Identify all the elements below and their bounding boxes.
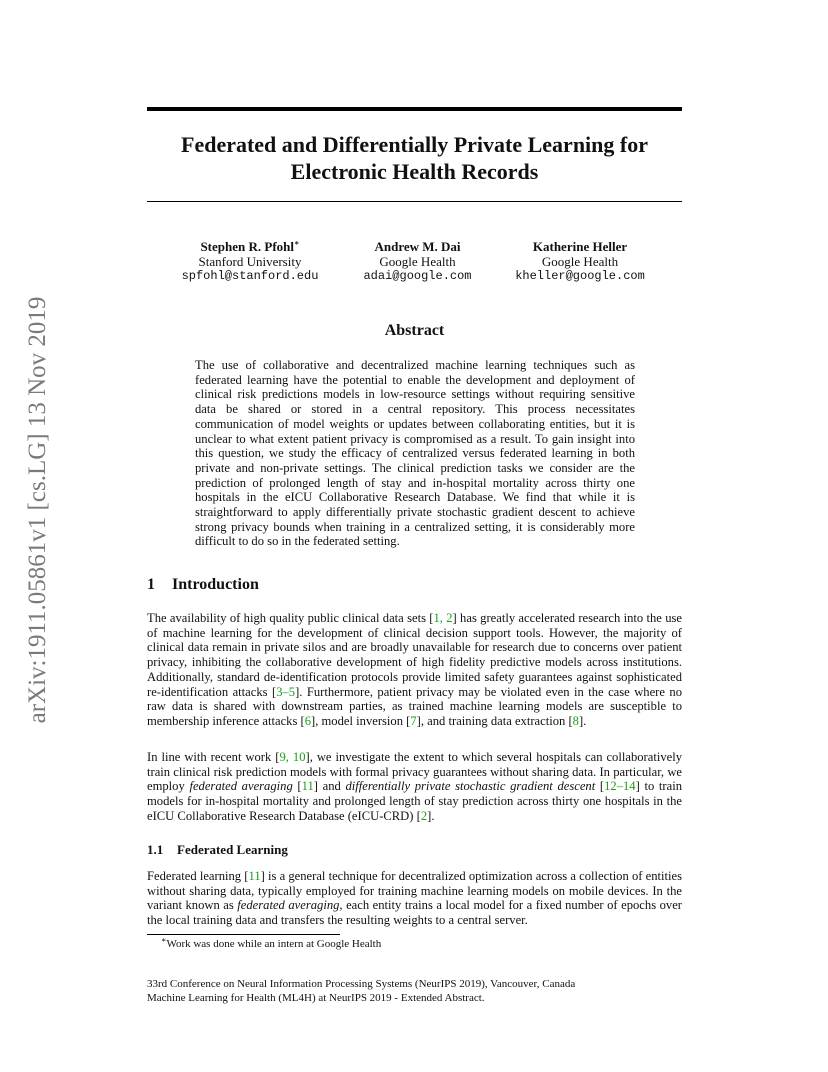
footnote: ∗Work was done while an intern at Google Health [161,935,382,950]
author-name: Katherine Heller [532,239,628,254]
citation-link[interactable]: [ 8 ] [568,714,583,728]
citation-link[interactable]: [ 11 ] [244,869,265,883]
venue-note: 33rd Conference on Neural Information Processing Systems (NeurIPS 2019), Vancouver, Canada Machine Learning for Health (ML4H) at NeurIPS 2019 - Extended Abstract. [147,978,576,1004]
author-name: Stephen R. Pfohl∗ [200,238,300,254]
author-email: adai@google.com [363,269,472,283]
footnote-marker: ∗ [294,238,300,248]
citation-link[interactable]: [ 12–14 ] [600,779,640,793]
citation-link[interactable]: [ 7 ] [406,714,421,728]
citation-link[interactable]: [ 6 ] [301,714,316,728]
author-affiliation: Stanford University [198,254,302,269]
author-block [345,239,490,284]
paper-title: Federated and Differentially Private Learning for Electronic Health Records [181,132,648,184]
citation-link[interactable]: [ 1, 2 ] [429,611,456,625]
citation-link[interactable]: [ 2 ] [417,809,432,823]
arxiv-stamp: arXiv:1911.05861v1 [cs.LG] 13 Nov 2019 [24,296,51,724]
title-bottom-rule [147,201,682,202]
author-affiliation: Google Health [541,254,619,269]
author-block [500,239,660,284]
author-email: kheller@google.com [515,269,645,283]
footnote-rule [147,934,340,935]
author-name: Andrew M. Dai [374,239,461,254]
citation-link[interactable]: [ 3–5 ] [272,685,299,699]
intro-paragraph-1: The availability of high quality public clinical data sets [ 1, 2 ] has greatly accelerated research into the use of machine learning for the development of clinical decision support tools. However, the majority of clinical data remain in private silos and are broadly unavailable for research due to concerns over patient privacy, inhibiting the collaborative development of high fidelity predictive models across institutions. Additionally, standard de-identification protocols provide limited safety guarantees against sophisticated re-identification attacks [ 3–5 ] . Furthermore, patient privacy may be violated even in the case where no raw data is shared with downstream parties, as trained machine learning models are susceptible to membership inference attacks [ 6 ] , model inversion [ 7 ] , and training data extraction [ 8 ] . [147,611,682,729]
intro-paragraph-2: In line with recent work [ 9, 10 ] , we investigate the extent to which several hospitals can collaboratively train clinical risk prediction models with formal privacy guarantees without sharing data. In particular, we employ federated averaging [ 11 ] and differentially private stochastic gradient descent [ 12–14 ] to train models for in-hospital mortality and prolonged length of stay prediction across thirty one hospitals in the eICU Collaborative Research Database (eICU-CRD) [ 2 ] . [147,750,682,824]
abstract-heading: Abstract [384,322,445,339]
abstract-body: The use of collaborative and decentralized machine learning techniques such as federated learning have the potential to enable the development and deployment of clinical risk predictions models in low-resource settings without requiring sensitive data be shared or stored in a central repository. This process necessitates communication of model weights or updates between collaborating entities, but it is unclear to what extent patient privacy is compromised as a result. To gain insight into this question, we study the efficacy of centralized versus federated learning in both private and non-private settings. The clinical prediction tasks we consider are the prediction of prolonged length of stay and in-hospital mortality across thirty one hospitals in the eICU Collaborative Research Database. We find that while it is straightforward to apply differentially private stochastic gradient descent to achieve strong privacy bounds when training in a centralized setting, it is considerably more difficult to do so in the federated setting. [195,358,635,549]
citation-link[interactable]: [ 11 ] [297,779,318,793]
federated-learning-paragraph: Federated learning [ 11 ] is a general technique for decentralized optimization across a collection of entities without sharing data, typically employed for training machine learning models on mobile devices. In the variant known as federated averaging, each entity trains a local model for a fixed number of epochs over the local training data and transfers the resulting weights to a central server. [147,869,682,928]
author-block [165,239,335,284]
author-affiliation: Google Health [379,254,456,269]
citation-link[interactable]: [ 9, 10 ] [275,750,309,764]
author-email: spfohl@stanford.edu [181,269,319,283]
subsection-heading-federated-learning: 1.1 Federated Learning [147,842,288,857]
title-top-rule [147,107,682,111]
section-heading-introduction: 1 Introduction [147,576,259,593]
